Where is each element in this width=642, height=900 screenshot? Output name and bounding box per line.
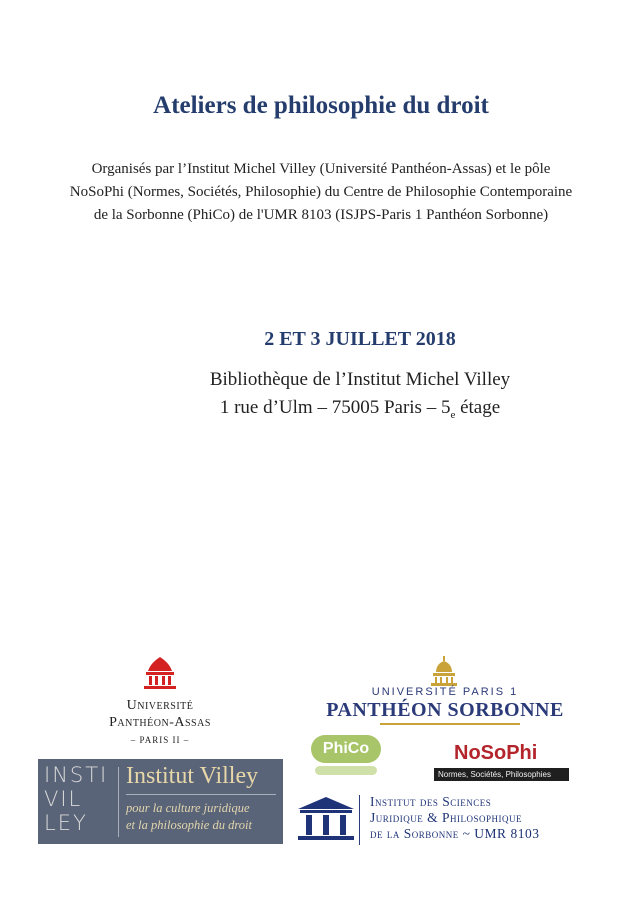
paris1-line1: UNIVERSITÉ PARIS 1 <box>371 686 519 698</box>
phico-logo <box>311 735 381 779</box>
pantheon-assas-icon <box>140 655 180 691</box>
isjps-line1: Institut des Sciences <box>370 794 492 809</box>
event-venue-block <box>0 366 642 429</box>
paris1-line2: PANTHÉON SORBONNE <box>326 699 564 721</box>
address-floor-label: étage <box>455 397 501 418</box>
villey-name: Institut Villey <box>126 763 259 789</box>
address-floor-suffix: e <box>450 408 456 421</box>
organizers-text <box>0 158 642 227</box>
page-title: Ateliers de philosophie du droit <box>153 92 489 119</box>
isjps-line3: de la Sorbonne ~ UMR 8103 <box>370 826 540 841</box>
paris1-rule <box>380 723 520 725</box>
address-main: 1 rue d’Ulm – 75005 Paris – 5 <box>219 397 451 418</box>
assas-line2: Panthéon-Assas <box>109 715 211 730</box>
nosophi-subtitle: Normes, Sociétés, Philosophies <box>438 770 551 779</box>
isjps-divider <box>359 795 360 845</box>
isjps-logo-text <box>370 794 539 842</box>
villey-tagline <box>126 800 252 834</box>
organizers-line: de la Sorbonne (PhiCo) de l'UMR 8103 (ISJPS-Paris 1 Panthéon Sorbonne) <box>93 207 549 223</box>
institut-villey-logo <box>38 759 283 844</box>
organizers-line: Organisés par l’Institut Michel Villey (Université Panthéon-Assas) et le pôle <box>91 161 551 177</box>
isjps-line2: Juridique & Philosophique <box>370 810 523 825</box>
villey-monogram-line: VIL <box>44 787 83 811</box>
assas-line3: – PARIS II – <box>130 735 190 745</box>
event-date: 2 ET 3 JUILLET 2018 <box>264 328 456 350</box>
villey-monogram <box>44 763 114 835</box>
assas-line1: Université <box>126 698 194 713</box>
nosophi-name: NoSoPhi <box>454 742 538 764</box>
isjps-temple-icon <box>294 795 358 843</box>
villey-tagline-line: pour la culture juridique <box>126 801 250 815</box>
villey-divider <box>118 767 119 837</box>
organizers-line: NoSoPhi (Normes, Sociétés, Philosophie) du Centre de Philosophie Contemporaine <box>69 184 573 200</box>
event-address <box>0 394 642 429</box>
villey-rule <box>126 794 276 795</box>
assas-logo-text <box>60 697 260 745</box>
phico-underline <box>315 766 377 775</box>
pantheon-dome-icon <box>428 656 460 686</box>
villey-monogram-line: INSTI <box>44 763 109 787</box>
phico-name: PhiCo <box>311 735 381 763</box>
nosophi-logo <box>434 738 574 784</box>
event-venue: Bibliothèque de l’Institut Michel Villey <box>209 369 511 390</box>
villey-monogram-line: LEY <box>44 811 88 835</box>
villey-tagline-line: et la philosophie du droit <box>126 818 252 832</box>
